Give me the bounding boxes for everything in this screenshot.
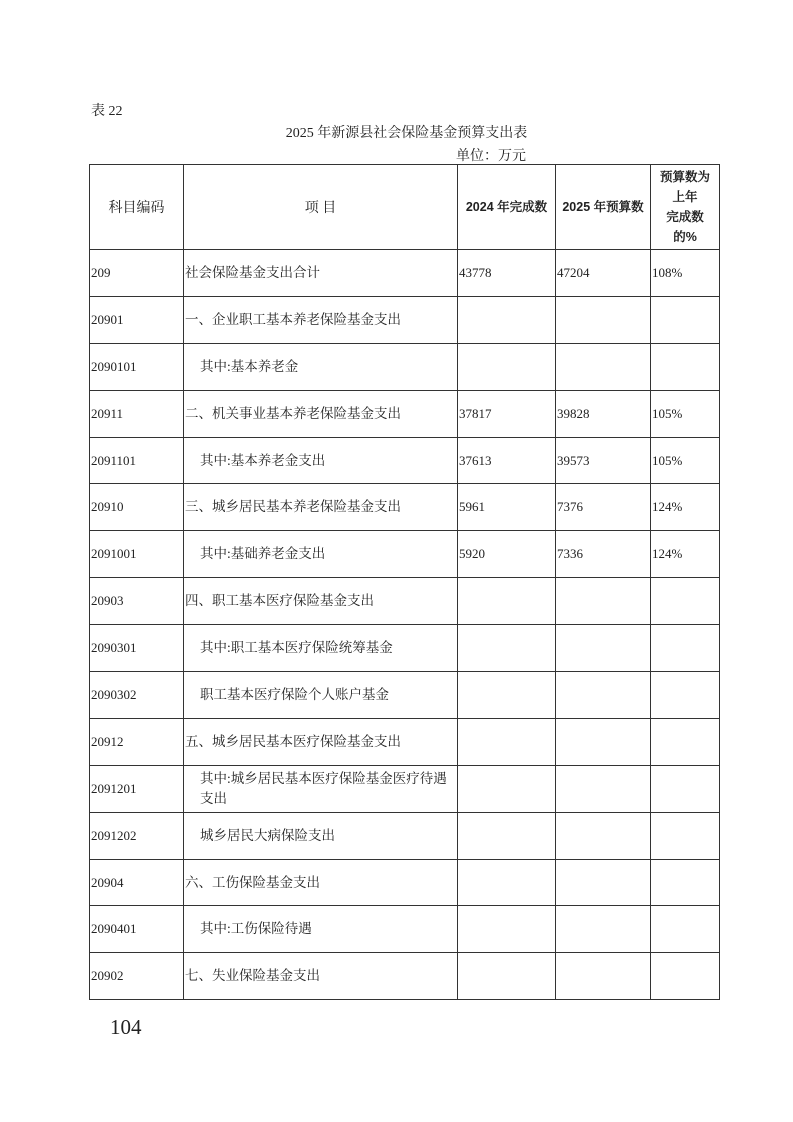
cell-completed-2024 — [458, 718, 556, 765]
cell-code: 20911 — [90, 390, 184, 437]
table-body — [90, 250, 720, 1000]
cell-ratio: 124% — [651, 484, 720, 531]
cell-completed-2024: 5961 — [458, 484, 556, 531]
cell-budget-2025 — [556, 765, 651, 812]
table-row — [90, 625, 720, 672]
cell-code: 2091101 — [90, 437, 184, 484]
cell-code: 20912 — [90, 718, 184, 765]
cell-completed-2024 — [458, 859, 556, 906]
header-ratio-line1: 预算数为 — [659, 170, 710, 184]
cell-completed-2024 — [458, 578, 556, 625]
cell-completed-2024: 37613 — [458, 437, 556, 484]
cell-budget-2025 — [556, 906, 651, 953]
cell-ratio — [651, 296, 720, 343]
unit-label: 单位：万元 — [456, 149, 526, 164]
cell-completed-2024 — [458, 343, 556, 390]
cell-completed-2024: 37817 — [458, 390, 556, 437]
cell-budget-2025 — [556, 859, 651, 906]
cell-ratio — [651, 672, 720, 719]
cell-completed-2024 — [458, 765, 556, 812]
cell-budget-2025: 47204 — [556, 250, 651, 297]
cell-ratio — [651, 765, 720, 812]
header-code: 科目编码 — [90, 165, 184, 250]
cell-item: 城乡居民大病保险支出 — [184, 812, 458, 859]
cell-completed-2024 — [458, 296, 556, 343]
cell-item: 社会保险基金支出合计 — [184, 250, 458, 297]
cell-budget-2025 — [556, 672, 651, 719]
cell-completed-2024 — [458, 625, 556, 672]
cell-budget-2025 — [556, 578, 651, 625]
cell-code: 209 — [90, 250, 184, 297]
cell-item: 其中:工伤保险待遇 — [184, 906, 458, 953]
cell-item: 七、失业保险基金支出 — [184, 953, 458, 1000]
cell-ratio — [651, 859, 720, 906]
cell-item: 其中:基本养老金支出 — [184, 437, 458, 484]
cell-ratio: 124% — [651, 531, 720, 578]
cell-completed-2024 — [458, 812, 556, 859]
cell-completed-2024 — [458, 906, 556, 953]
header-row — [90, 165, 720, 250]
cell-completed-2024 — [458, 953, 556, 1000]
table-row — [90, 765, 720, 812]
table-label: 表 22 — [91, 104, 123, 119]
cell-code: 20904 — [90, 859, 184, 906]
cell-code: 2091202 — [90, 812, 184, 859]
table-row — [90, 390, 720, 437]
cell-item: 职工基本医疗保险个人账户基金 — [184, 672, 458, 719]
cell-budget-2025 — [556, 812, 651, 859]
header-budget-2025: 2025 年预算数 — [556, 165, 651, 250]
table-row — [90, 531, 720, 578]
table-row — [90, 484, 720, 531]
header-ratio-line2: 上年 — [672, 190, 698, 204]
cell-budget-2025 — [556, 343, 651, 390]
cell-ratio — [651, 343, 720, 390]
cell-code: 2090302 — [90, 672, 184, 719]
cell-ratio: 108% — [651, 250, 720, 297]
cell-item: 其中:基础养老金支出 — [184, 531, 458, 578]
cell-item: 其中:城乡居民基本医疗保险基金医疗待遇支出 — [184, 765, 458, 812]
cell-completed-2024: 43778 — [458, 250, 556, 297]
cell-ratio — [651, 625, 720, 672]
cell-item: 三、城乡居民基本养老保险基金支出 — [184, 484, 458, 531]
cell-ratio — [651, 718, 720, 765]
cell-code: 2091201 — [90, 765, 184, 812]
cell-item: 其中:职工基本医疗保险统筹基金 — [184, 625, 458, 672]
cell-ratio: 105% — [651, 390, 720, 437]
cell-item: 二、机关事业基本养老保险基金支出 — [184, 390, 458, 437]
budget-expenditure-table — [89, 164, 720, 1000]
cell-ratio: 105% — [651, 437, 720, 484]
cell-code: 2091001 — [90, 531, 184, 578]
cell-code: 20910 — [90, 484, 184, 531]
cell-budget-2025: 7376 — [556, 484, 651, 531]
cell-item: 六、工伤保险基金支出 — [184, 859, 458, 906]
page-number: 104 — [110, 1015, 142, 1039]
cell-item: 四、职工基本医疗保险基金支出 — [184, 578, 458, 625]
cell-code: 2090301 — [90, 625, 184, 672]
cell-item: 其中:基本养老金 — [184, 343, 458, 390]
cell-code: 2090401 — [90, 906, 184, 953]
header-item: 项 目 — [184, 165, 458, 250]
cell-item: 一、企业职工基本养老保险基金支出 — [184, 296, 458, 343]
table-row — [90, 250, 720, 297]
cell-code: 2090101 — [90, 343, 184, 390]
table-row — [90, 859, 720, 906]
cell-budget-2025 — [556, 625, 651, 672]
cell-budget-2025: 7336 — [556, 531, 651, 578]
table-row — [90, 718, 720, 765]
header-completed-2024: 2024 年完成数 — [458, 165, 556, 250]
cell-code: 20903 — [90, 578, 184, 625]
cell-code: 20901 — [90, 296, 184, 343]
table-row — [90, 296, 720, 343]
table-row — [90, 812, 720, 859]
cell-completed-2024: 5920 — [458, 531, 556, 578]
cell-ratio — [651, 578, 720, 625]
header-ratio-line3: 完成数 — [666, 210, 704, 224]
cell-ratio — [651, 812, 720, 859]
table-row — [90, 953, 720, 1000]
cell-ratio — [651, 906, 720, 953]
table-row — [90, 437, 720, 484]
cell-budget-2025: 39573 — [556, 437, 651, 484]
table-row — [90, 672, 720, 719]
cell-budget-2025 — [556, 718, 651, 765]
table-row — [90, 906, 720, 953]
document-title: 2025 年新源县社会保险基金预算支出表 — [285, 126, 528, 141]
header-ratio — [651, 165, 720, 250]
cell-budget-2025 — [556, 296, 651, 343]
cell-budget-2025: 39828 — [556, 390, 651, 437]
table-row — [90, 578, 720, 625]
cell-completed-2024 — [458, 672, 556, 719]
cell-item: 五、城乡居民基本医疗保险基金支出 — [184, 718, 458, 765]
table-row — [90, 343, 720, 390]
cell-budget-2025 — [556, 953, 651, 1000]
header-ratio-line4: 的% — [673, 230, 697, 244]
cell-code: 20902 — [90, 953, 184, 1000]
cell-ratio — [651, 953, 720, 1000]
